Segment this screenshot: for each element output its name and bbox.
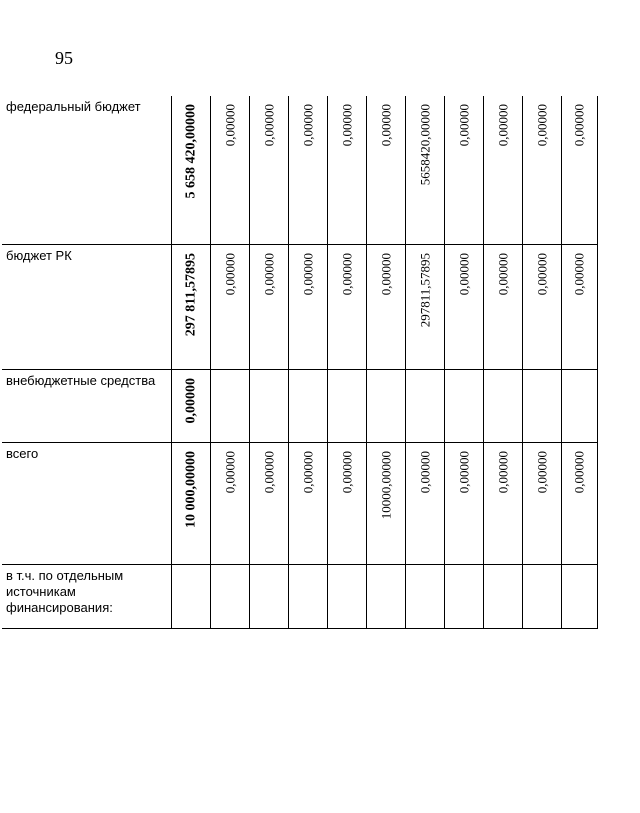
row-total-cell	[171, 564, 210, 628]
value-cell	[522, 244, 561, 369]
cell-value: 0,00000	[456, 252, 471, 295]
value-cell	[288, 244, 327, 369]
row-label: федеральный бюджет	[2, 96, 171, 244]
value-cell	[405, 442, 444, 564]
cell-value: 0,00000	[571, 104, 587, 147]
value-cell	[327, 564, 366, 628]
value-cell	[522, 369, 561, 442]
cell-value: 0,00000	[300, 450, 315, 493]
value-cell	[288, 442, 327, 564]
cell-value: 0,00000	[534, 104, 549, 147]
cell-value: 0,00000	[339, 450, 354, 493]
value-cell	[405, 244, 444, 369]
value-cell	[210, 96, 249, 244]
cell-value: 0,00000	[261, 104, 276, 147]
row-total-cell	[171, 369, 210, 442]
value-cell	[405, 96, 444, 244]
value-cell	[483, 244, 522, 369]
value-cell	[444, 369, 483, 442]
value-cell	[483, 96, 522, 244]
page-number: 95	[55, 48, 73, 68]
cell-value: 0,00000	[534, 450, 549, 493]
financing-table	[2, 96, 598, 629]
value-cell	[249, 564, 288, 628]
value-cell	[444, 442, 483, 564]
value-cell	[366, 96, 405, 244]
row-total-value: 0,00000	[183, 377, 198, 423]
cell-value: 0,00000	[222, 104, 237, 147]
row-label: в т.ч. по отдельным источникам финансирования:	[2, 564, 171, 628]
value-cell	[288, 369, 327, 442]
cell-value: 0,00000	[571, 450, 587, 493]
row-total-cell	[171, 96, 210, 244]
value-cell	[366, 442, 405, 564]
row-label: всего	[2, 442, 171, 564]
cell-value: 0,00000	[261, 252, 276, 295]
value-cell	[210, 369, 249, 442]
value-cell	[288, 564, 327, 628]
cell-value: 0,00000	[417, 450, 432, 493]
cell-value: 0,00000	[378, 252, 393, 295]
table-row	[2, 96, 597, 244]
value-cell	[444, 96, 483, 244]
value-cell	[366, 244, 405, 369]
cell-value: 10000,00000	[378, 450, 393, 519]
value-cell	[366, 369, 405, 442]
value-cell	[327, 96, 366, 244]
value-cell	[444, 564, 483, 628]
value-cell	[522, 96, 561, 244]
value-cell	[405, 369, 444, 442]
value-cell	[561, 369, 597, 442]
row-total-value: 297 811,57895	[183, 252, 198, 336]
value-cell	[288, 96, 327, 244]
value-cell	[561, 564, 597, 628]
value-cell	[444, 244, 483, 369]
cell-value: 0,00000	[495, 104, 510, 147]
cell-value: 0,00000	[222, 450, 237, 493]
cell-value: 0,00000	[300, 104, 315, 147]
row-label: внебюджетные средства	[2, 369, 171, 442]
table-row	[2, 369, 597, 442]
table-row	[2, 244, 597, 369]
cell-value: 0,00000	[456, 104, 471, 147]
value-cell	[327, 442, 366, 564]
value-cell	[561, 244, 597, 369]
value-cell	[210, 442, 249, 564]
value-cell	[327, 369, 366, 442]
value-cell	[483, 369, 522, 442]
value-cell	[210, 244, 249, 369]
value-cell	[561, 442, 597, 564]
value-cell	[522, 442, 561, 564]
value-cell	[405, 564, 444, 628]
row-total-value: 5 658 420,00000	[183, 104, 198, 199]
value-cell	[249, 96, 288, 244]
table-row	[2, 442, 597, 564]
value-cell	[522, 564, 561, 628]
row-total-value: 10 000,00000	[183, 450, 198, 528]
cell-value: 0,00000	[300, 252, 315, 295]
value-cell	[561, 96, 597, 244]
row-label: бюджет РК	[2, 244, 171, 369]
value-cell	[249, 442, 288, 564]
cell-value: 0,00000	[222, 252, 237, 295]
cell-value: 0,00000	[495, 252, 510, 295]
value-cell	[483, 564, 522, 628]
cell-value: 0,00000	[571, 252, 587, 295]
value-cell	[249, 369, 288, 442]
cell-value: 0,00000	[261, 450, 276, 493]
value-cell	[366, 564, 405, 628]
cell-value: 0,00000	[495, 450, 510, 493]
table-row	[2, 564, 597, 628]
row-total-cell	[171, 442, 210, 564]
value-cell	[210, 564, 249, 628]
cell-value: 0,00000	[456, 450, 471, 493]
value-cell	[483, 442, 522, 564]
value-cell	[249, 244, 288, 369]
cell-value: 0,00000	[534, 252, 549, 295]
cell-value: 5658420,00000	[417, 104, 432, 186]
cell-value: 0,00000	[339, 104, 354, 147]
cell-value: 297811,57895	[417, 252, 432, 327]
cell-value: 0,00000	[339, 252, 354, 295]
cell-value: 0,00000	[378, 104, 393, 147]
row-total-cell	[171, 244, 210, 369]
value-cell	[327, 244, 366, 369]
